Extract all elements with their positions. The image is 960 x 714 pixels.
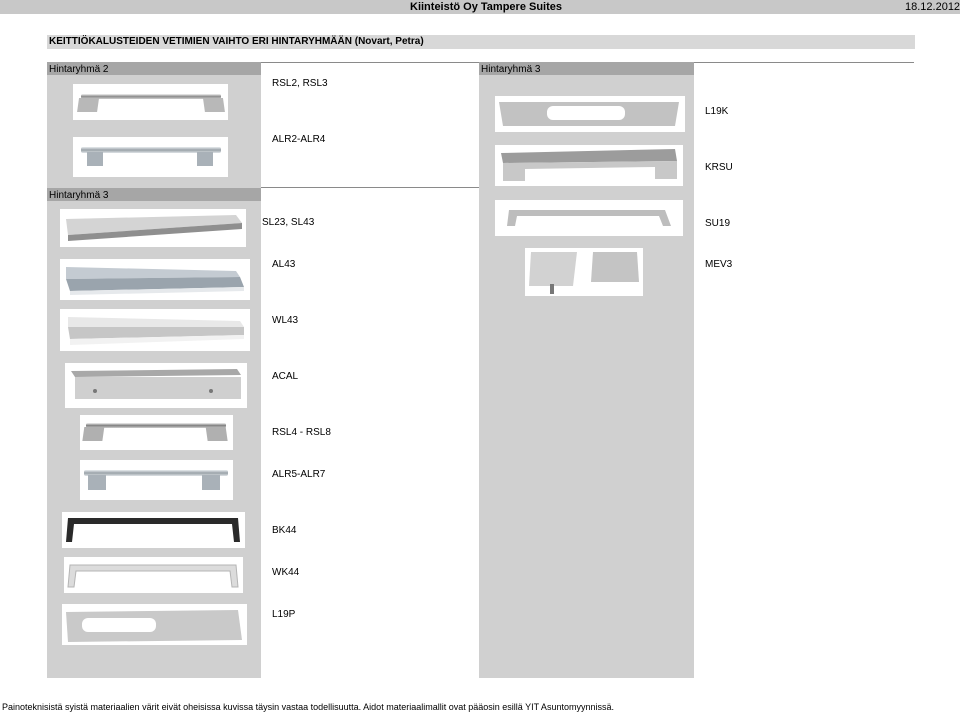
profile-handle-aluminium-icon	[60, 259, 250, 300]
bar-handle-chrome-icon	[73, 84, 228, 120]
product-image-wk44	[64, 557, 243, 593]
product-code-sl23-sl43: SL23, SL43	[262, 217, 315, 228]
product-image-alr2-alr4	[73, 137, 228, 177]
product-image-bk44	[62, 512, 245, 548]
bar-handle-aluminium-icon	[73, 137, 228, 177]
product-code-rsl4-rsl8: RSL4 - RSL8	[272, 427, 331, 438]
product-image-mev3	[525, 248, 643, 296]
product-image-al43	[60, 259, 250, 300]
section-line-left-bottom	[261, 187, 479, 188]
product-image-acal	[65, 363, 247, 408]
product-code-mev3: MEV3	[705, 259, 733, 270]
profile-handle-icon	[60, 209, 246, 247]
product-image-sl23-sl43	[60, 209, 246, 247]
product-image-l19p	[62, 604, 247, 645]
product-code-su19: SU19	[705, 218, 731, 229]
slim-bow-handle-icon	[495, 200, 683, 236]
cutout-handle-icon	[62, 604, 247, 645]
product-code-alr2-alr4: ALR2-ALR4	[272, 134, 326, 145]
product-code-alr5-alr7: ALR5-ALR7	[272, 469, 326, 480]
product-image-krsu	[495, 145, 683, 186]
product-code-l19p: L19P	[272, 609, 296, 620]
product-code-acal: ACAL	[272, 371, 299, 382]
cutout-handle-icon	[495, 96, 685, 132]
product-image-rsl2-rsl3	[73, 84, 228, 120]
product-image-wl43	[60, 309, 250, 351]
bar-handle-aluminium-icon	[80, 460, 233, 500]
product-image-alr5-alr7	[80, 460, 233, 500]
bow-handle-black-icon	[62, 512, 245, 548]
footer-disclaimer: Painoteknisistä syistä materiaalien värit eivät oheisissa kuvissa täysin vastaa todellisuutta. Aidot materiaalimallit ovat pääosin esillä YIT Asuntomyynnissä.	[2, 702, 614, 712]
product-code-wk44: WK44	[272, 567, 300, 578]
group-heading-left-top: Hintaryhmä 2	[49, 64, 109, 75]
block-bow-handle-icon	[495, 145, 683, 186]
product-image-l19k	[495, 96, 685, 132]
knobs-icon	[525, 248, 643, 296]
group-heading-right-top: Hintaryhmä 3	[481, 64, 541, 75]
document-title: KEITTIÖKALUSTEIDEN VETIMIEN VAIHTO ERI HINTARYHMÄÄN (Novart, Petra)	[49, 36, 424, 47]
profile-handle-wide-icon	[65, 363, 247, 408]
product-code-wl43: WL43	[272, 315, 299, 326]
product-code-l19k: L19K	[705, 106, 729, 117]
product-image-su19	[495, 200, 683, 236]
product-code-al43: AL43	[272, 259, 296, 270]
profile-handle-white-icon	[60, 309, 250, 351]
product-code-rsl2-rsl3: RSL2, RSL3	[272, 78, 328, 89]
section-line-right-top	[694, 62, 914, 63]
product-image-rsl4-rsl8	[80, 415, 233, 450]
group-heading-left-bottom: Hintaryhmä 3	[49, 190, 109, 201]
bow-handle-white-icon	[64, 557, 243, 593]
product-code-bk44: BK44	[272, 525, 297, 536]
section-line-left-top	[261, 62, 479, 63]
product-code-krsu: KRSU	[705, 162, 733, 173]
document-date: 18.12.2012	[905, 1, 960, 13]
bar-handle-chrome-icon	[80, 415, 233, 450]
company-name: Kiinteistö Oy Tampere Suites	[410, 1, 563, 13]
